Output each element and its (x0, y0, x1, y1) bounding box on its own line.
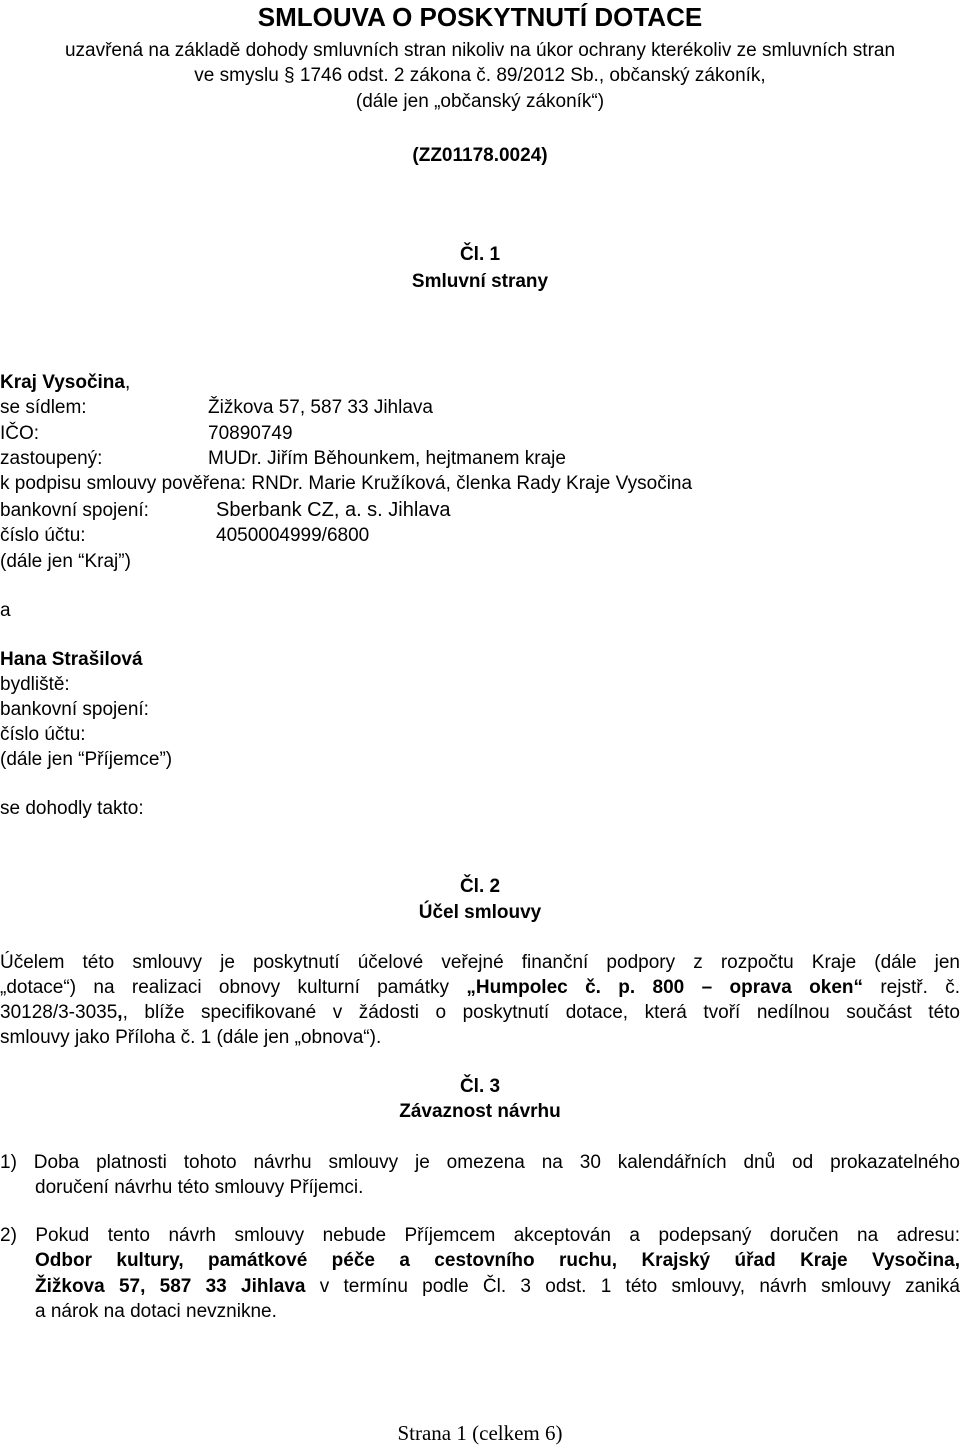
article-3-heading: Závaznost návrhu (399, 1101, 561, 1122)
article-2-text-line-4: smlouvy jako Příloha č. 1 (dále jen „obnova“). (0, 1027, 382, 1048)
article-3-p2-line-2: Odbor kultury, památkové péče a cestovního ruchu, Krajský úřad Kraje Vysočina, (35, 1250, 960, 1271)
kraj-ico-label: IČO: (0, 423, 40, 444)
prijemce-bydliste-label: bydliště: (0, 674, 70, 695)
kraj-ucet-value: 4050004999/6800 (216, 525, 370, 546)
kraj-ico-value: 70890749 (208, 423, 293, 444)
article-3-number: Čl. 3 (459, 1076, 501, 1097)
article-2-text-line-2: „dotace“) na realizaci obnovy kulturní památky „Humpolec č. p. 800 – oprava oken“ rejstř. č. (0, 977, 960, 998)
article-3-p2-line-1: 2) Pokud tento návrh smlouvy nebude Příjemcem akceptován a podepsaný doručen na adresu: (0, 1225, 960, 1246)
kraj-zastoupeny-value: MUDr. Jiřím Běhounkem, hejtmanem kraje (208, 448, 566, 469)
article-1-heading: Smluvní strany (411, 271, 549, 292)
kraj-sidlo-label: se sídlem: (0, 397, 87, 418)
party-kraj-name-line: Kraj Vysočina, (0, 372, 131, 393)
prijemce-ucet-label: číslo účtu: (0, 724, 86, 745)
prijemce-banka-label: bankovní spojení: (0, 699, 149, 720)
article-3-p2-line-3: Žižkova 57, 587 33 Jihlava v termínu podle Čl. 3 odst. 1 této smlouvy, návrh smlouvy zaniká (35, 1276, 960, 1297)
article-2-number: Čl. 2 (459, 876, 501, 897)
article-2-heading: Účel smlouvy (418, 902, 542, 923)
intro-line-3: (dále jen „občanský zákoník“) (355, 91, 605, 112)
kraj-zastoupeny-label: zastoupený: (0, 448, 103, 469)
party-prijemce-name: Hana Strašilová (0, 649, 143, 670)
article-3-p1-line-2: doručení návrhu této smlouvy Příjemci. (35, 1177, 364, 1198)
article-2-text-line-3: 30128/3-3035,, blíže specifikované v žádosti o poskytnutí dotace, která tvoří nedílnou součást této (0, 1002, 960, 1023)
party-kraj-name: Kraj Vysočina (0, 372, 125, 393)
kraj-banka-label: bankovní spojení: (0, 500, 149, 521)
article-3-p2-line-4: a nárok na dotaci nevznikne. (35, 1301, 277, 1322)
intro-line-2: ve smyslu § 1746 odst. 2 zákona č. 89/2012 Sb., občanský zákoník, (194, 65, 766, 86)
article-2-text-line-1: Účelem této smlouvy je poskytnutí účelové veřejné finanční podpory z rozpočtu Kraje (dále jen (0, 952, 960, 973)
kraj-dale-jen: (dále jen “Kraj”) (0, 551, 131, 572)
article-3-p1-line-1: 1) Doba platnosti tohoto návrhu smlouvy je omezena na 30 kalendářních dnů od prokazatelného (0, 1152, 960, 1173)
kraj-sidlo-value: Žižkova 57, 587 33 Jihlava (208, 397, 433, 418)
monument-name: „Humpolec č. p. 800 – oprava oken“ (466, 977, 863, 998)
kraj-ucet-label: číslo účtu: (0, 525, 86, 546)
reference-code: (ZZ01178.0024) (412, 145, 548, 166)
kraj-podpis-line: k podpisu smlouvy pověřena: RNDr. Marie Kružíková, členka Rady Kraje Vysočina (0, 473, 693, 494)
intro-line-1: uzavřená na základě dohody smluvních stran nikoliv na úkor ochrany kterékoliv ze smluvních stran (64, 40, 896, 61)
kraj-banka-value: Sberbank CZ, a. s. Jihlava (216, 499, 451, 521)
article-1-number: Čl. 1 (459, 244, 501, 265)
prijemce-dale-jen: (dále jen “Příjemce”) (0, 749, 173, 770)
se-dohodly-takto: se dohodly takto: (0, 798, 144, 819)
page-footer: Strana 1 (celkem 6) (397, 1421, 563, 1445)
conjunction-a: a (0, 600, 11, 621)
document-title: SMLOUVA O POSKYTNUTÍ DOTACE (257, 2, 703, 32)
